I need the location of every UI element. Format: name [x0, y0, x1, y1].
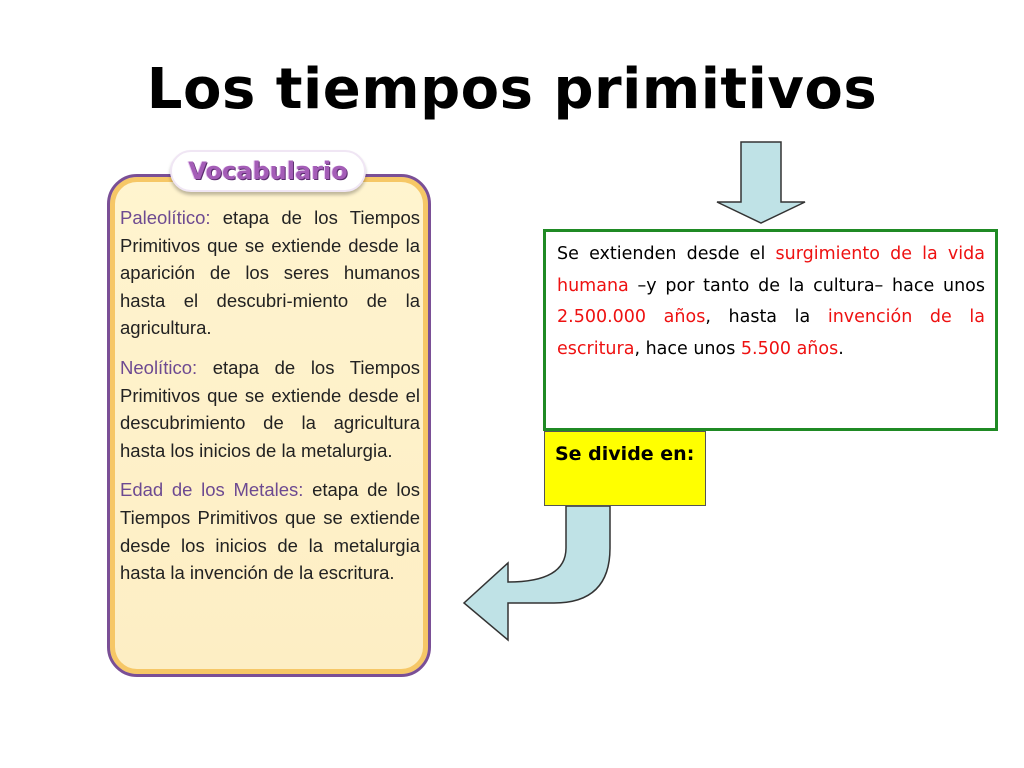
slide-title: Los tiempos primitivos: [146, 57, 878, 122]
vocab-definition: etapa de los Tiempos Primitivos que se extiende desde el descubrimiento de la agricultura hasta los inicios de la metalurgia.: [120, 356, 420, 461]
vocab-term: Neolítico:: [120, 356, 198, 378]
info-text: Se extienden desde el: [557, 244, 776, 264]
info-highlight: 5.500 años: [740, 338, 839, 359]
info-text: , hasta la: [705, 307, 828, 327]
info-highlight: 2.500.000 años: [557, 307, 706, 327]
vocab-entry-neolitico: [120, 354, 420, 464]
vocab-entry-edad-metales: [120, 476, 420, 586]
divides-into-box: Se divide en:: [544, 431, 706, 506]
info-highlight: invención de la escritura: [557, 307, 985, 359]
curved-left-arrow-icon: [464, 506, 610, 640]
vocab-entry-paleolitico: [120, 204, 420, 342]
info-text: –y por tanto de la cultura– hace unos: [628, 275, 985, 296]
vocab-term: Edad de los Metales:: [120, 479, 304, 501]
vocab-definition: etapa de los Tiempos Primitivos que se extiende desde los inicios de la metalurgia hasta la invención de la escritura.: [120, 479, 420, 584]
info-text: , hace unos: [634, 338, 741, 359]
timespan-description-box: [543, 229, 998, 431]
vocab-definition: etapa de los Tiempos Primitivos que se extiende desde la aparición de los seres humanos hasta el descubri-miento de la agricultura.: [120, 207, 420, 339]
vocabulary-definitions: [120, 204, 420, 599]
vocabulary-heading: Vocabulario: [170, 150, 366, 192]
down-arrow-icon: [717, 142, 805, 223]
vocab-term: Paleolítico:: [120, 207, 211, 228]
info-highlight: surgimiento de la vida humana: [557, 244, 985, 296]
info-text: .: [838, 338, 844, 359]
